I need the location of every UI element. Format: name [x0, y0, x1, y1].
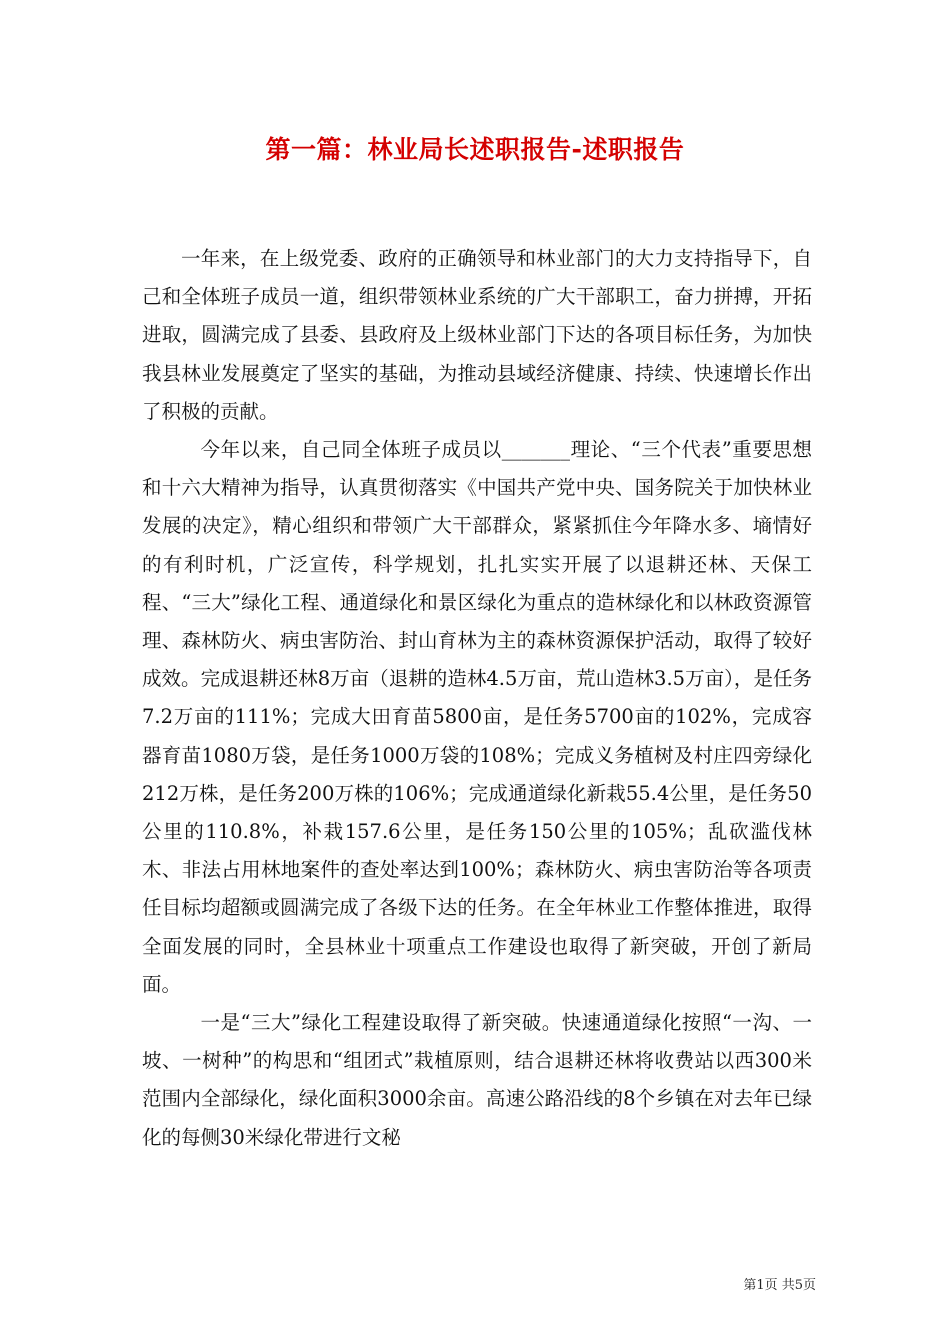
document-body	[142, 240, 812, 1157]
page-number: 第1页 共5页	[743, 1278, 816, 1293]
document-title: 第一篇：林业局长述职报告-述职报告	[265, 135, 685, 164]
paragraph-achievements: 今年以来，自己同全体班子成员以_______理论、“三个代表”重要思想和十六大精神为指导，认真贯彻落实《中国共产党中央、国务院关于加快林业发展的决定》，精心组织和带领广大干部群众，紧紧抓住今年降水多、墒情好的有利时机，广泛宣传，科学规划，扎扎实实开展了以退耕还林、天保工程、“三大”绿化工程、通道绿化和景区绿化为重点的造林绿化和以林政资源管理、森林防火、病虫害防治、封山育林为主的森林资源保护活动，取得了较好成效。完成退耕还林8万亩（退耕的造林4.5万亩，荒山造林3.5万亩），是任务7.2万亩的111%；完成大田育苗5800亩，是任务5700亩的102%，完成容器育苗1080万袋，是任务1000万袋的108%；完成义务植树及村庄四旁绿化212万株，是任务200万株的106%；完成通道绿化新栽55.4公里，是任务50公里的110.8%，补栽157.6公里，是任务150公里的105%；乱砍滥伐林木、非法占用林地案件的查处率达到100%；森林防火、病虫害防治等各项责任目标均超额或圆满完成了各级下达的任务。在全年林业工作整体推进，取得全面发展的同时，全县林业十项重点工作建设也取得了新突破，开创了新局面。	[142, 438, 812, 996]
paragraph-greening-project: 一是“三大”绿化工程建设取得了新突破。快速通道绿化按照“一沟、一坡、一树种”的构思和“组团式”栽植原则，结合退耕还林将收费站以西300米范围内全部绿化，绿化面积3000余亩。高速公路沿线的8个乡镇在对去年已绿化的每侧30米绿化带进行文秘	[142, 1011, 812, 1149]
paragraph-intro: 一年来，在上级党委、政府的正确领导和林业部门的大力支持指导下，自己和全体班子成员一道，组织带领林业系统的广大干部职工，奋力拼搏，开拓进取，圆满完成了县委、县政府及上级林业部门下达的各项目标任务，为加快我县林业发展奠定了坚实的基础，为推动县域经济健康、持续、快速增长作出了积极的贡献。	[142, 247, 812, 423]
